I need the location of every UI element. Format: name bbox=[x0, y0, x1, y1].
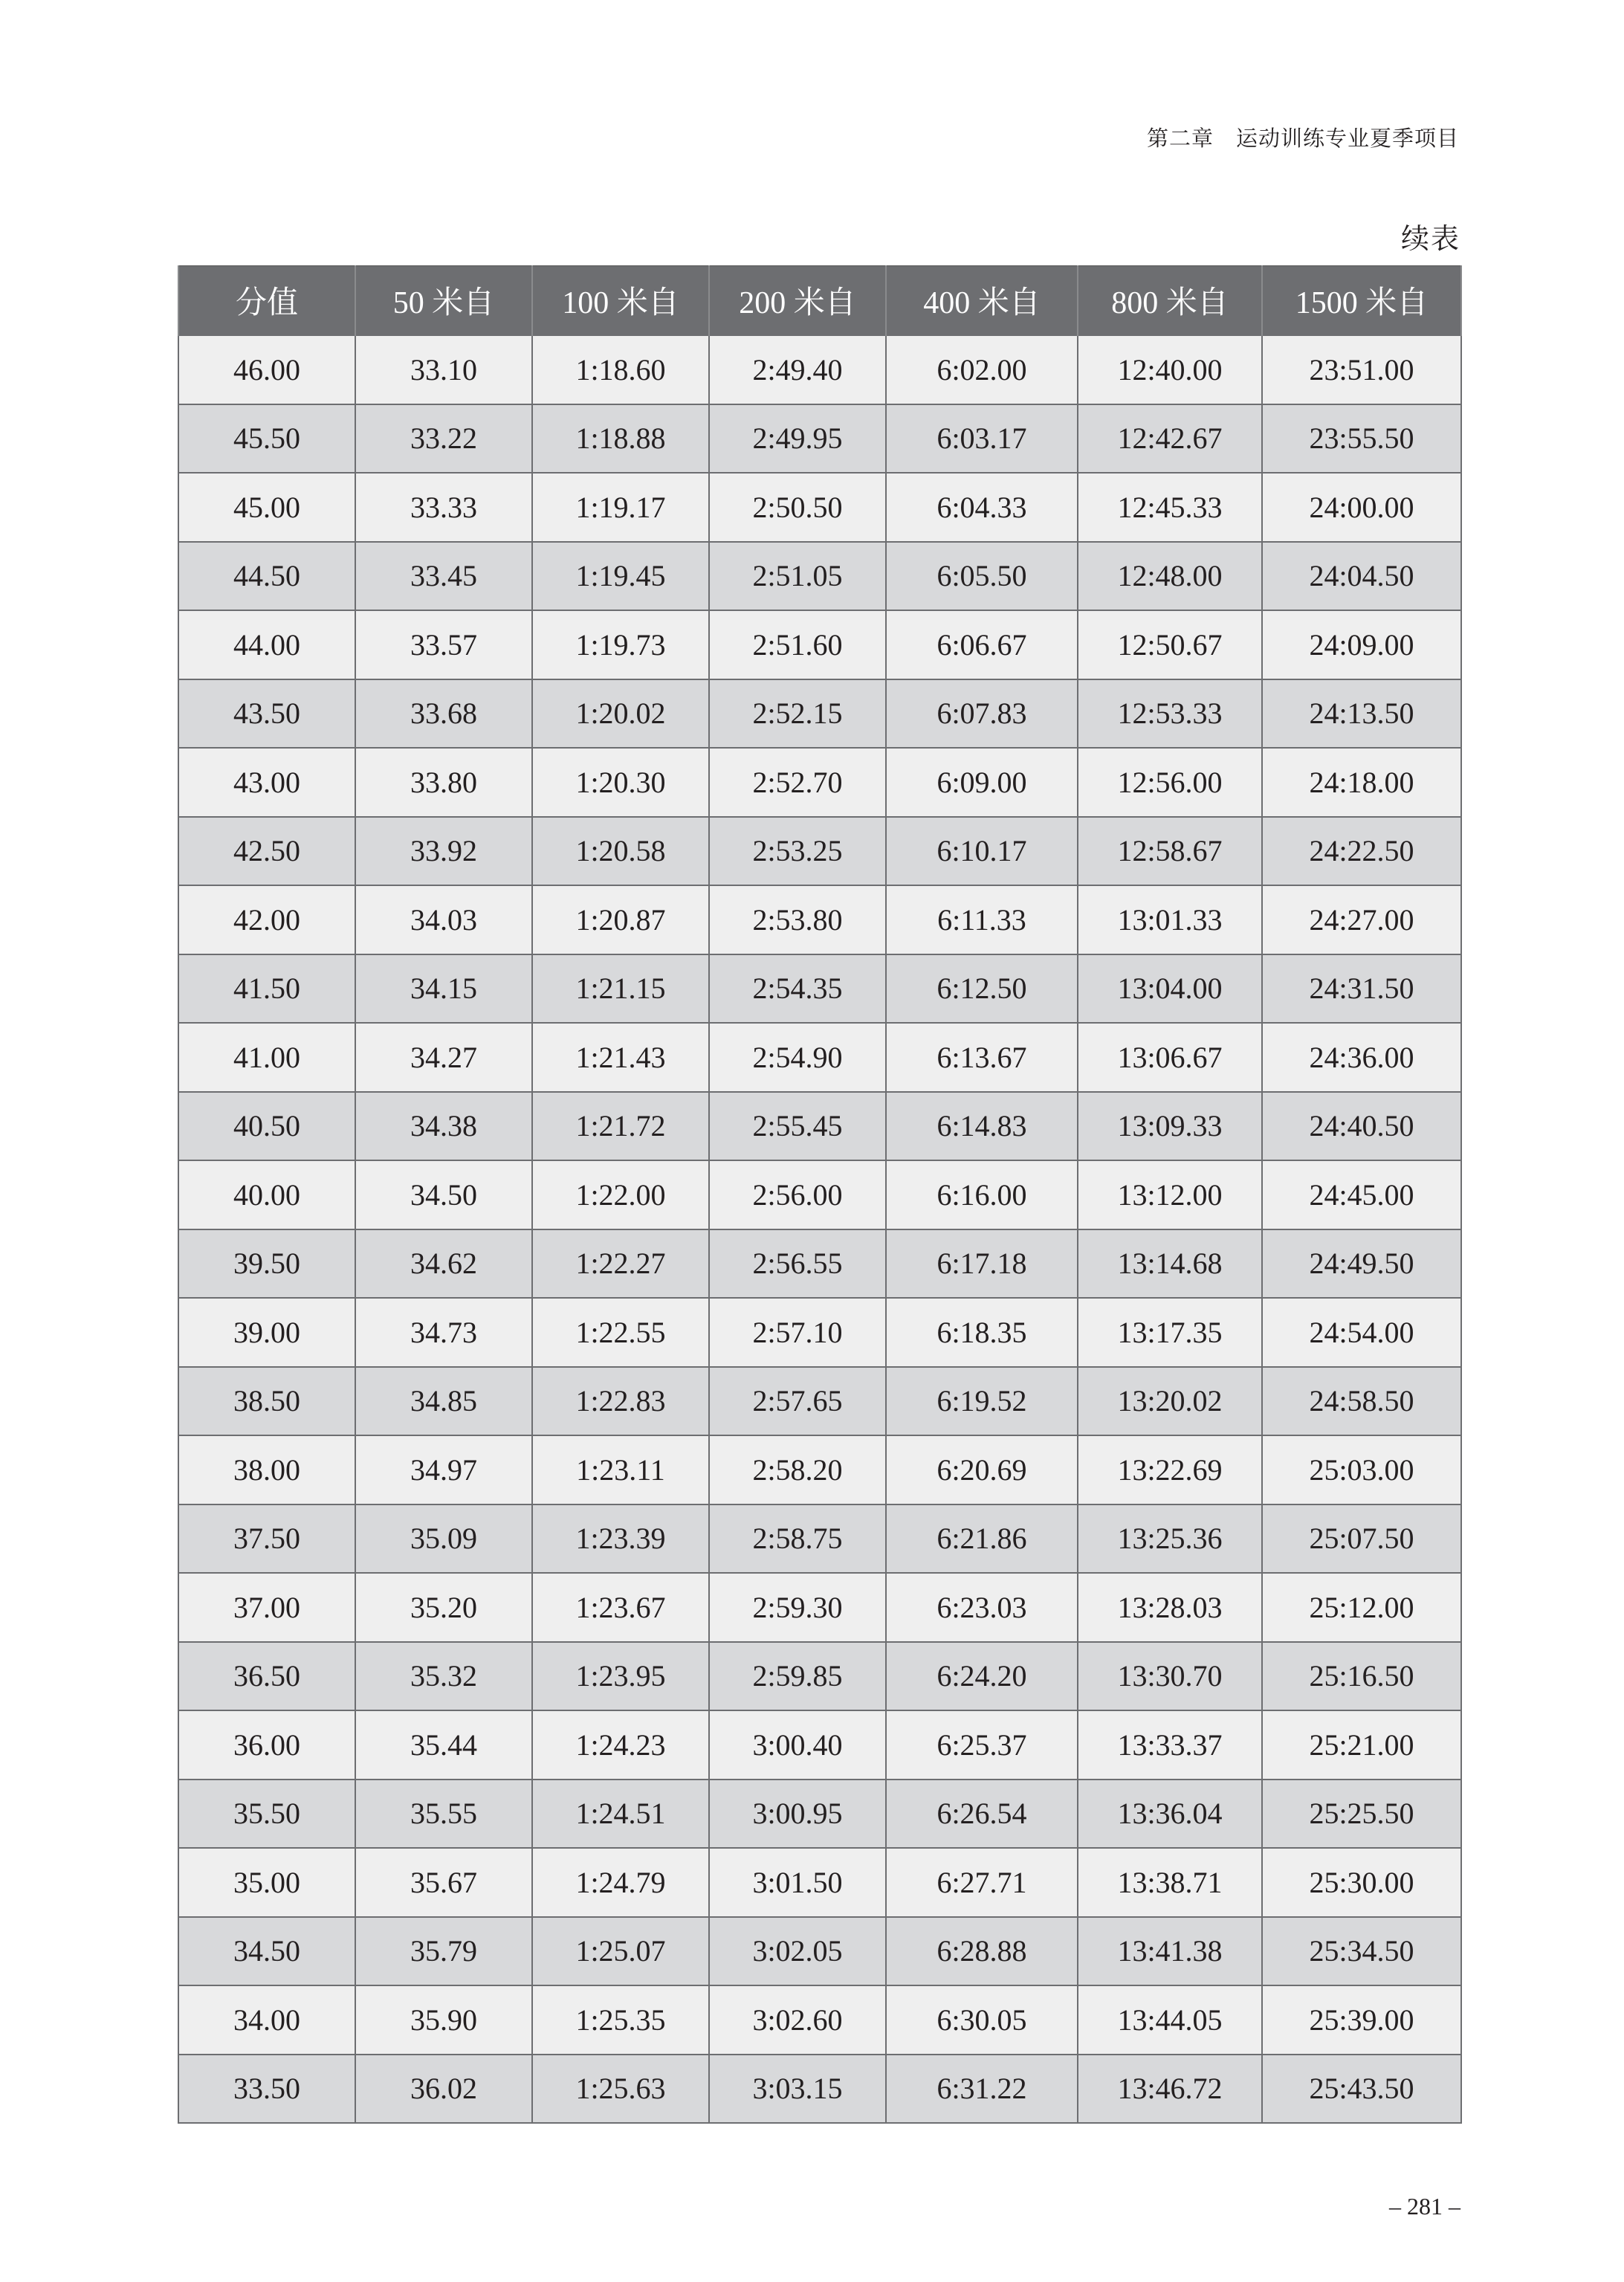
table-cell: 37.50 bbox=[178, 1504, 355, 1574]
table-cell: 35.55 bbox=[355, 1780, 532, 1849]
table-row bbox=[178, 1917, 1461, 1986]
table-row bbox=[178, 404, 1461, 473]
table-cell: 35.20 bbox=[355, 1573, 532, 1642]
table-cell: 2:52.15 bbox=[709, 679, 886, 749]
table-cell: 1:25.07 bbox=[532, 1917, 709, 1986]
table-cell: 2:49.40 bbox=[709, 335, 886, 404]
table-cell: 33.33 bbox=[355, 473, 532, 542]
table-cell: 2:56.00 bbox=[709, 1160, 886, 1229]
table-cell: 25:39.00 bbox=[1262, 1985, 1461, 2055]
table-cell: 12:40.00 bbox=[1078, 335, 1262, 404]
table-cell: 34.85 bbox=[355, 1367, 532, 1436]
table-cell: 24:49.50 bbox=[1262, 1229, 1461, 1299]
table-cell: 25:07.50 bbox=[1262, 1504, 1461, 1574]
table-cell: 1:22.00 bbox=[532, 1160, 709, 1229]
table-cell: 35.67 bbox=[355, 1848, 532, 1917]
table-cell: 24:09.00 bbox=[1262, 610, 1461, 679]
table-cell: 33.45 bbox=[355, 542, 532, 611]
table-cell: 35.09 bbox=[355, 1504, 532, 1574]
table-cell: 2:51.05 bbox=[709, 542, 886, 611]
table-cell: 6:06.67 bbox=[886, 610, 1078, 679]
table-cell: 12:48.00 bbox=[1078, 542, 1262, 611]
table-cell: 24:54.00 bbox=[1262, 1298, 1461, 1367]
table-cell: 35.79 bbox=[355, 1917, 532, 1986]
table-cell: 6:18.35 bbox=[886, 1298, 1078, 1367]
table-cell: 1:20.87 bbox=[532, 885, 709, 954]
table-cell: 34.15 bbox=[355, 954, 532, 1024]
table-cell: 1:23.11 bbox=[532, 1435, 709, 1504]
table-cell: 24:00.00 bbox=[1262, 473, 1461, 542]
table-cell: 13:44.05 bbox=[1078, 1985, 1262, 2055]
table-cell: 25:25.50 bbox=[1262, 1780, 1461, 1849]
table-cell: 2:59.85 bbox=[709, 1642, 886, 1711]
table-cell: 33.50 bbox=[178, 2055, 355, 2124]
table-row bbox=[178, 1985, 1461, 2055]
table-cell: 24:40.50 bbox=[1262, 1092, 1461, 1161]
table-cell: 34.03 bbox=[355, 885, 532, 954]
table-row bbox=[178, 473, 1461, 542]
table-cell: 35.00 bbox=[178, 1848, 355, 1917]
table-cell: 1:22.55 bbox=[532, 1298, 709, 1367]
table-row bbox=[178, 1848, 1461, 1917]
table-cell: 12:58.67 bbox=[1078, 817, 1262, 886]
table-cell: 35.90 bbox=[355, 1985, 532, 2055]
table-row bbox=[178, 1435, 1461, 1504]
table-cell: 24:27.00 bbox=[1262, 885, 1461, 954]
table-cell: 33.57 bbox=[355, 610, 532, 679]
table-cell: 2:56.55 bbox=[709, 1229, 886, 1299]
table-cell: 2:49.95 bbox=[709, 404, 886, 473]
table-cell: 6:05.50 bbox=[886, 542, 1078, 611]
table-cell: 13:30.70 bbox=[1078, 1642, 1262, 1711]
table-cell: 12:53.33 bbox=[1078, 679, 1262, 749]
table-cell: 34.00 bbox=[178, 1985, 355, 2055]
table-row bbox=[178, 1023, 1461, 1092]
table-header bbox=[178, 266, 1461, 336]
score-table bbox=[178, 265, 1462, 2124]
table-row bbox=[178, 679, 1461, 749]
table-cell: 34.62 bbox=[355, 1229, 532, 1299]
table-cell: 2:51.60 bbox=[709, 610, 886, 679]
table-cell: 13:01.33 bbox=[1078, 885, 1262, 954]
table-cell: 42.00 bbox=[178, 885, 355, 954]
table-cell: 6:19.52 bbox=[886, 1367, 1078, 1436]
table-cell: 45.00 bbox=[178, 473, 355, 542]
table-cell: 25:43.50 bbox=[1262, 2055, 1461, 2124]
table-cell: 6:31.22 bbox=[886, 2055, 1078, 2124]
table-row bbox=[178, 885, 1461, 954]
table-cell: 1:20.30 bbox=[532, 748, 709, 817]
table-cell: 6:10.17 bbox=[886, 817, 1078, 886]
header-row bbox=[178, 266, 1461, 336]
table-cell: 33.22 bbox=[355, 404, 532, 473]
table-cell: 13:36.04 bbox=[1078, 1780, 1262, 1849]
table-cell: 1:21.15 bbox=[532, 954, 709, 1024]
table-cell: 2:53.25 bbox=[709, 817, 886, 886]
table-cell: 25:16.50 bbox=[1262, 1642, 1461, 1711]
table-cell: 37.00 bbox=[178, 1573, 355, 1642]
table-cell: 1:24.51 bbox=[532, 1780, 709, 1849]
table-cell: 3:00.95 bbox=[709, 1780, 886, 1849]
table-cell: 34.50 bbox=[355, 1160, 532, 1229]
table-cell: 1:25.35 bbox=[532, 1985, 709, 2055]
table-cell: 6:23.03 bbox=[886, 1573, 1078, 1642]
table-cell: 6:09.00 bbox=[886, 748, 1078, 817]
table-cell: 34.38 bbox=[355, 1092, 532, 1161]
table-body bbox=[178, 335, 1461, 2123]
table-cell: 33.10 bbox=[355, 335, 532, 404]
column-header: 50 米自 bbox=[355, 266, 532, 336]
table-cell: 1:18.60 bbox=[532, 335, 709, 404]
table-cell: 2:58.20 bbox=[709, 1435, 886, 1504]
table-cell: 6:24.20 bbox=[886, 1642, 1078, 1711]
table-cell: 24:58.50 bbox=[1262, 1367, 1461, 1436]
table-cell: 13:06.67 bbox=[1078, 1023, 1262, 1092]
table-cell: 1:23.67 bbox=[532, 1573, 709, 1642]
table-cell: 12:45.33 bbox=[1078, 473, 1262, 542]
table-cell: 25:12.00 bbox=[1262, 1573, 1461, 1642]
table-cell: 6:16.00 bbox=[886, 1160, 1078, 1229]
table-cell: 3:02.60 bbox=[709, 1985, 886, 2055]
table-cell: 6:17.18 bbox=[886, 1229, 1078, 1299]
page-number: – 281 – bbox=[1389, 2193, 1460, 2220]
table-cell: 13:28.03 bbox=[1078, 1573, 1262, 1642]
table-cell: 2:52.70 bbox=[709, 748, 886, 817]
table-cell: 2:50.50 bbox=[709, 473, 886, 542]
table-cell: 13:46.72 bbox=[1078, 2055, 1262, 2124]
table-cell: 24:04.50 bbox=[1262, 542, 1461, 611]
table-cell: 2:59.30 bbox=[709, 1573, 886, 1642]
table-cell: 24:13.50 bbox=[1262, 679, 1461, 749]
table-cell: 24:45.00 bbox=[1262, 1160, 1461, 1229]
table-cell: 34.73 bbox=[355, 1298, 532, 1367]
table-cell: 3:02.05 bbox=[709, 1917, 886, 1986]
table-cell: 23:51.00 bbox=[1262, 335, 1461, 404]
column-header: 分值 bbox=[178, 266, 355, 336]
table-cell: 2:57.65 bbox=[709, 1367, 886, 1436]
column-header: 200 米自 bbox=[709, 266, 886, 336]
table-cell: 1:25.63 bbox=[532, 2055, 709, 2124]
table-cell: 2:58.75 bbox=[709, 1504, 886, 1574]
table-cell: 6:03.17 bbox=[886, 404, 1078, 473]
table-cell: 2:54.35 bbox=[709, 954, 886, 1024]
column-header: 400 米自 bbox=[886, 266, 1078, 336]
table-row bbox=[178, 1710, 1461, 1780]
table-cell: 12:42.67 bbox=[1078, 404, 1262, 473]
table-cell: 1:21.72 bbox=[532, 1092, 709, 1161]
table-cell: 1:19.73 bbox=[532, 610, 709, 679]
table-cell: 13:22.69 bbox=[1078, 1435, 1262, 1504]
table-cell: 1:23.39 bbox=[532, 1504, 709, 1574]
table-cell: 43.00 bbox=[178, 748, 355, 817]
table-cell: 1:19.45 bbox=[532, 542, 709, 611]
table-cell: 35.44 bbox=[355, 1710, 532, 1780]
table-row bbox=[178, 1160, 1461, 1229]
table-cell: 44.00 bbox=[178, 610, 355, 679]
table-cell: 34.97 bbox=[355, 1435, 532, 1504]
table-cell: 39.00 bbox=[178, 1298, 355, 1367]
running-header: 第二章 运动训练专业夏季项目 bbox=[1146, 127, 1459, 151]
table-cell: 36.02 bbox=[355, 2055, 532, 2124]
table-cell: 41.50 bbox=[178, 954, 355, 1024]
table-cell: 3:01.50 bbox=[709, 1848, 886, 1917]
table-cell: 1:20.58 bbox=[532, 817, 709, 886]
table-cell: 40.50 bbox=[178, 1092, 355, 1161]
table-cell: 38.50 bbox=[178, 1367, 355, 1436]
table-cell: 41.00 bbox=[178, 1023, 355, 1092]
table-cell: 6:21.86 bbox=[886, 1504, 1078, 1574]
table-cell: 6:11.33 bbox=[886, 885, 1078, 954]
table-row bbox=[178, 1504, 1461, 1574]
table-row bbox=[178, 954, 1461, 1024]
table-cell: 13:09.33 bbox=[1078, 1092, 1262, 1161]
table-cell: 42.50 bbox=[178, 817, 355, 886]
table-cell: 6:25.37 bbox=[886, 1710, 1078, 1780]
table-cell: 46.00 bbox=[178, 335, 355, 404]
table-cell: 25:34.50 bbox=[1262, 1917, 1461, 1986]
table-cell: 13:25.36 bbox=[1078, 1504, 1262, 1574]
column-header: 800 米自 bbox=[1078, 266, 1262, 336]
table-cell: 33.68 bbox=[355, 679, 532, 749]
table-cell: 6:20.69 bbox=[886, 1435, 1078, 1504]
table-cell: 33.80 bbox=[355, 748, 532, 817]
table-cell: 6:04.33 bbox=[886, 473, 1078, 542]
table-cell: 2:55.45 bbox=[709, 1092, 886, 1161]
table-row bbox=[178, 610, 1461, 679]
table-cell: 6:27.71 bbox=[886, 1848, 1078, 1917]
table-cell: 6:30.05 bbox=[886, 1985, 1078, 2055]
table-row bbox=[178, 1642, 1461, 1711]
table-cell: 6:13.67 bbox=[886, 1023, 1078, 1092]
table-cell: 13:14.68 bbox=[1078, 1229, 1262, 1299]
table-cell: 25:03.00 bbox=[1262, 1435, 1461, 1504]
table-cell: 24:22.50 bbox=[1262, 817, 1461, 886]
table-cell: 3:03.15 bbox=[709, 2055, 886, 2124]
table-cell: 1:20.02 bbox=[532, 679, 709, 749]
table-cell: 1:24.79 bbox=[532, 1848, 709, 1917]
table-cell: 40.00 bbox=[178, 1160, 355, 1229]
table-cell: 36.50 bbox=[178, 1642, 355, 1711]
table-cell: 33.92 bbox=[355, 817, 532, 886]
table-cell: 1:24.23 bbox=[532, 1710, 709, 1780]
table-cell: 1:22.27 bbox=[532, 1229, 709, 1299]
table-cell: 13:12.00 bbox=[1078, 1160, 1262, 1229]
table-cell: 34.27 bbox=[355, 1023, 532, 1092]
table-cell: 24:18.00 bbox=[1262, 748, 1461, 817]
table-cell: 6:07.83 bbox=[886, 679, 1078, 749]
table-cell: 25:30.00 bbox=[1262, 1848, 1461, 1917]
table-row bbox=[178, 1092, 1461, 1161]
table-cell: 1:19.17 bbox=[532, 473, 709, 542]
table-cell: 6:28.88 bbox=[886, 1917, 1078, 1986]
table-row bbox=[178, 817, 1461, 886]
table-cell: 34.50 bbox=[178, 1917, 355, 1986]
table-cell: 1:22.83 bbox=[532, 1367, 709, 1436]
table-row bbox=[178, 1229, 1461, 1299]
table-cell: 44.50 bbox=[178, 542, 355, 611]
table-cell: 2:53.80 bbox=[709, 885, 886, 954]
table-cell: 13:17.35 bbox=[1078, 1298, 1262, 1367]
table-cell: 24:31.50 bbox=[1262, 954, 1461, 1024]
table-cell: 35.32 bbox=[355, 1642, 532, 1711]
table-cell: 2:54.90 bbox=[709, 1023, 886, 1092]
table-cell: 24:36.00 bbox=[1262, 1023, 1461, 1092]
table-cell: 12:56.00 bbox=[1078, 748, 1262, 817]
table-cell: 1:21.43 bbox=[532, 1023, 709, 1092]
table-cell: 6:12.50 bbox=[886, 954, 1078, 1024]
table-cell: 6:14.83 bbox=[886, 1092, 1078, 1161]
table-row bbox=[178, 1573, 1461, 1642]
table-cell: 12:50.67 bbox=[1078, 610, 1262, 679]
column-header: 1500 米自 bbox=[1262, 266, 1461, 336]
table-cell: 2:57.10 bbox=[709, 1298, 886, 1367]
table-cell: 38.00 bbox=[178, 1435, 355, 1504]
table-cell: 13:38.71 bbox=[1078, 1848, 1262, 1917]
continued-label: 续表 bbox=[1400, 224, 1460, 255]
table-cell: 13:41.38 bbox=[1078, 1917, 1262, 1986]
table-cell: 36.00 bbox=[178, 1710, 355, 1780]
table-cell: 45.50 bbox=[178, 404, 355, 473]
table-cell: 13:20.02 bbox=[1078, 1367, 1262, 1436]
table-row bbox=[178, 542, 1461, 611]
table-cell: 39.50 bbox=[178, 1229, 355, 1299]
table-cell: 23:55.50 bbox=[1262, 404, 1461, 473]
table-row bbox=[178, 1367, 1461, 1436]
table-cell: 13:33.37 bbox=[1078, 1710, 1262, 1780]
table-cell: 1:18.88 bbox=[532, 404, 709, 473]
table-row bbox=[178, 748, 1461, 817]
table-cell: 6:02.00 bbox=[886, 335, 1078, 404]
table-cell: 6:26.54 bbox=[886, 1780, 1078, 1849]
table-cell: 43.50 bbox=[178, 679, 355, 749]
table-row bbox=[178, 1298, 1461, 1367]
table-cell: 13:04.00 bbox=[1078, 954, 1262, 1024]
table-cell: 3:00.40 bbox=[709, 1710, 886, 1780]
table-cell: 25:21.00 bbox=[1262, 1710, 1461, 1780]
column-header: 100 米自 bbox=[532, 266, 709, 336]
table-row bbox=[178, 335, 1461, 404]
table-row bbox=[178, 1780, 1461, 1849]
table-row bbox=[178, 2055, 1461, 2124]
table-cell: 35.50 bbox=[178, 1780, 355, 1849]
table-cell: 1:23.95 bbox=[532, 1642, 709, 1711]
